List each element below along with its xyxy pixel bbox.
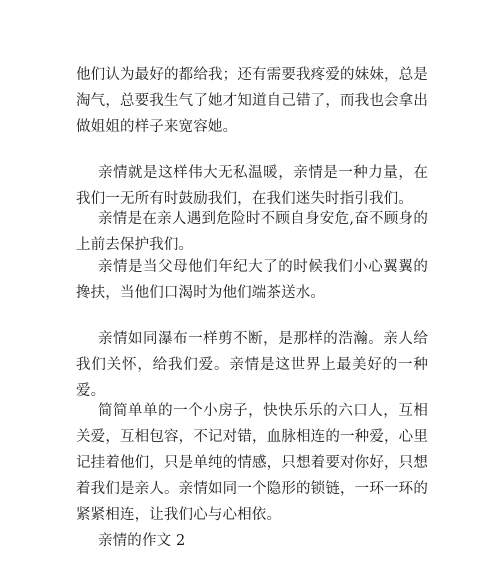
paragraph-1: 他们认为最好的都给我；还有需要我疼爱的妹妹，总是淘气，总要我生气了她才知道自己错了，而我也会拿出做姐姐的样子来宽容她。 (76, 67, 428, 135)
paragraph-2: 亲情就是这样伟大无私温暖，亲情是一种力量，在我们一无所有时鼓励我们，在我们迷失时指引我们。 (76, 165, 428, 207)
section-heading: 亲情的作文 2 (98, 533, 186, 549)
paragraph-4: 亲情是当父母他们年纪大了的时候我们小心翼翼的搀扶，当他们口渴时为他们端茶送水。 (76, 259, 428, 301)
paragraph-6: 简简单单的一个小房子，快快乐乐的六口人，互相关爱，互相包容，不记对错，血脉相连的一种爱，心里记挂着他们，只是单纯的情感，只想着要对你好，只想着我们是亲人。亲情如同一个隐形的锁链，一环一环的紧紧相连，让我们心与心相依。 (76, 403, 428, 523)
paragraph-3: 亲情是在亲人遇到危险时不顾自身安危,奋不顾身的上前去保护我们。 (76, 211, 428, 253)
paragraph-5: 亲情如同瀑布一样剪不断，是那样的浩瀚。亲人给我们关怀，给我们爱。亲情是这世界上最美好的一种爱。 (76, 331, 428, 399)
